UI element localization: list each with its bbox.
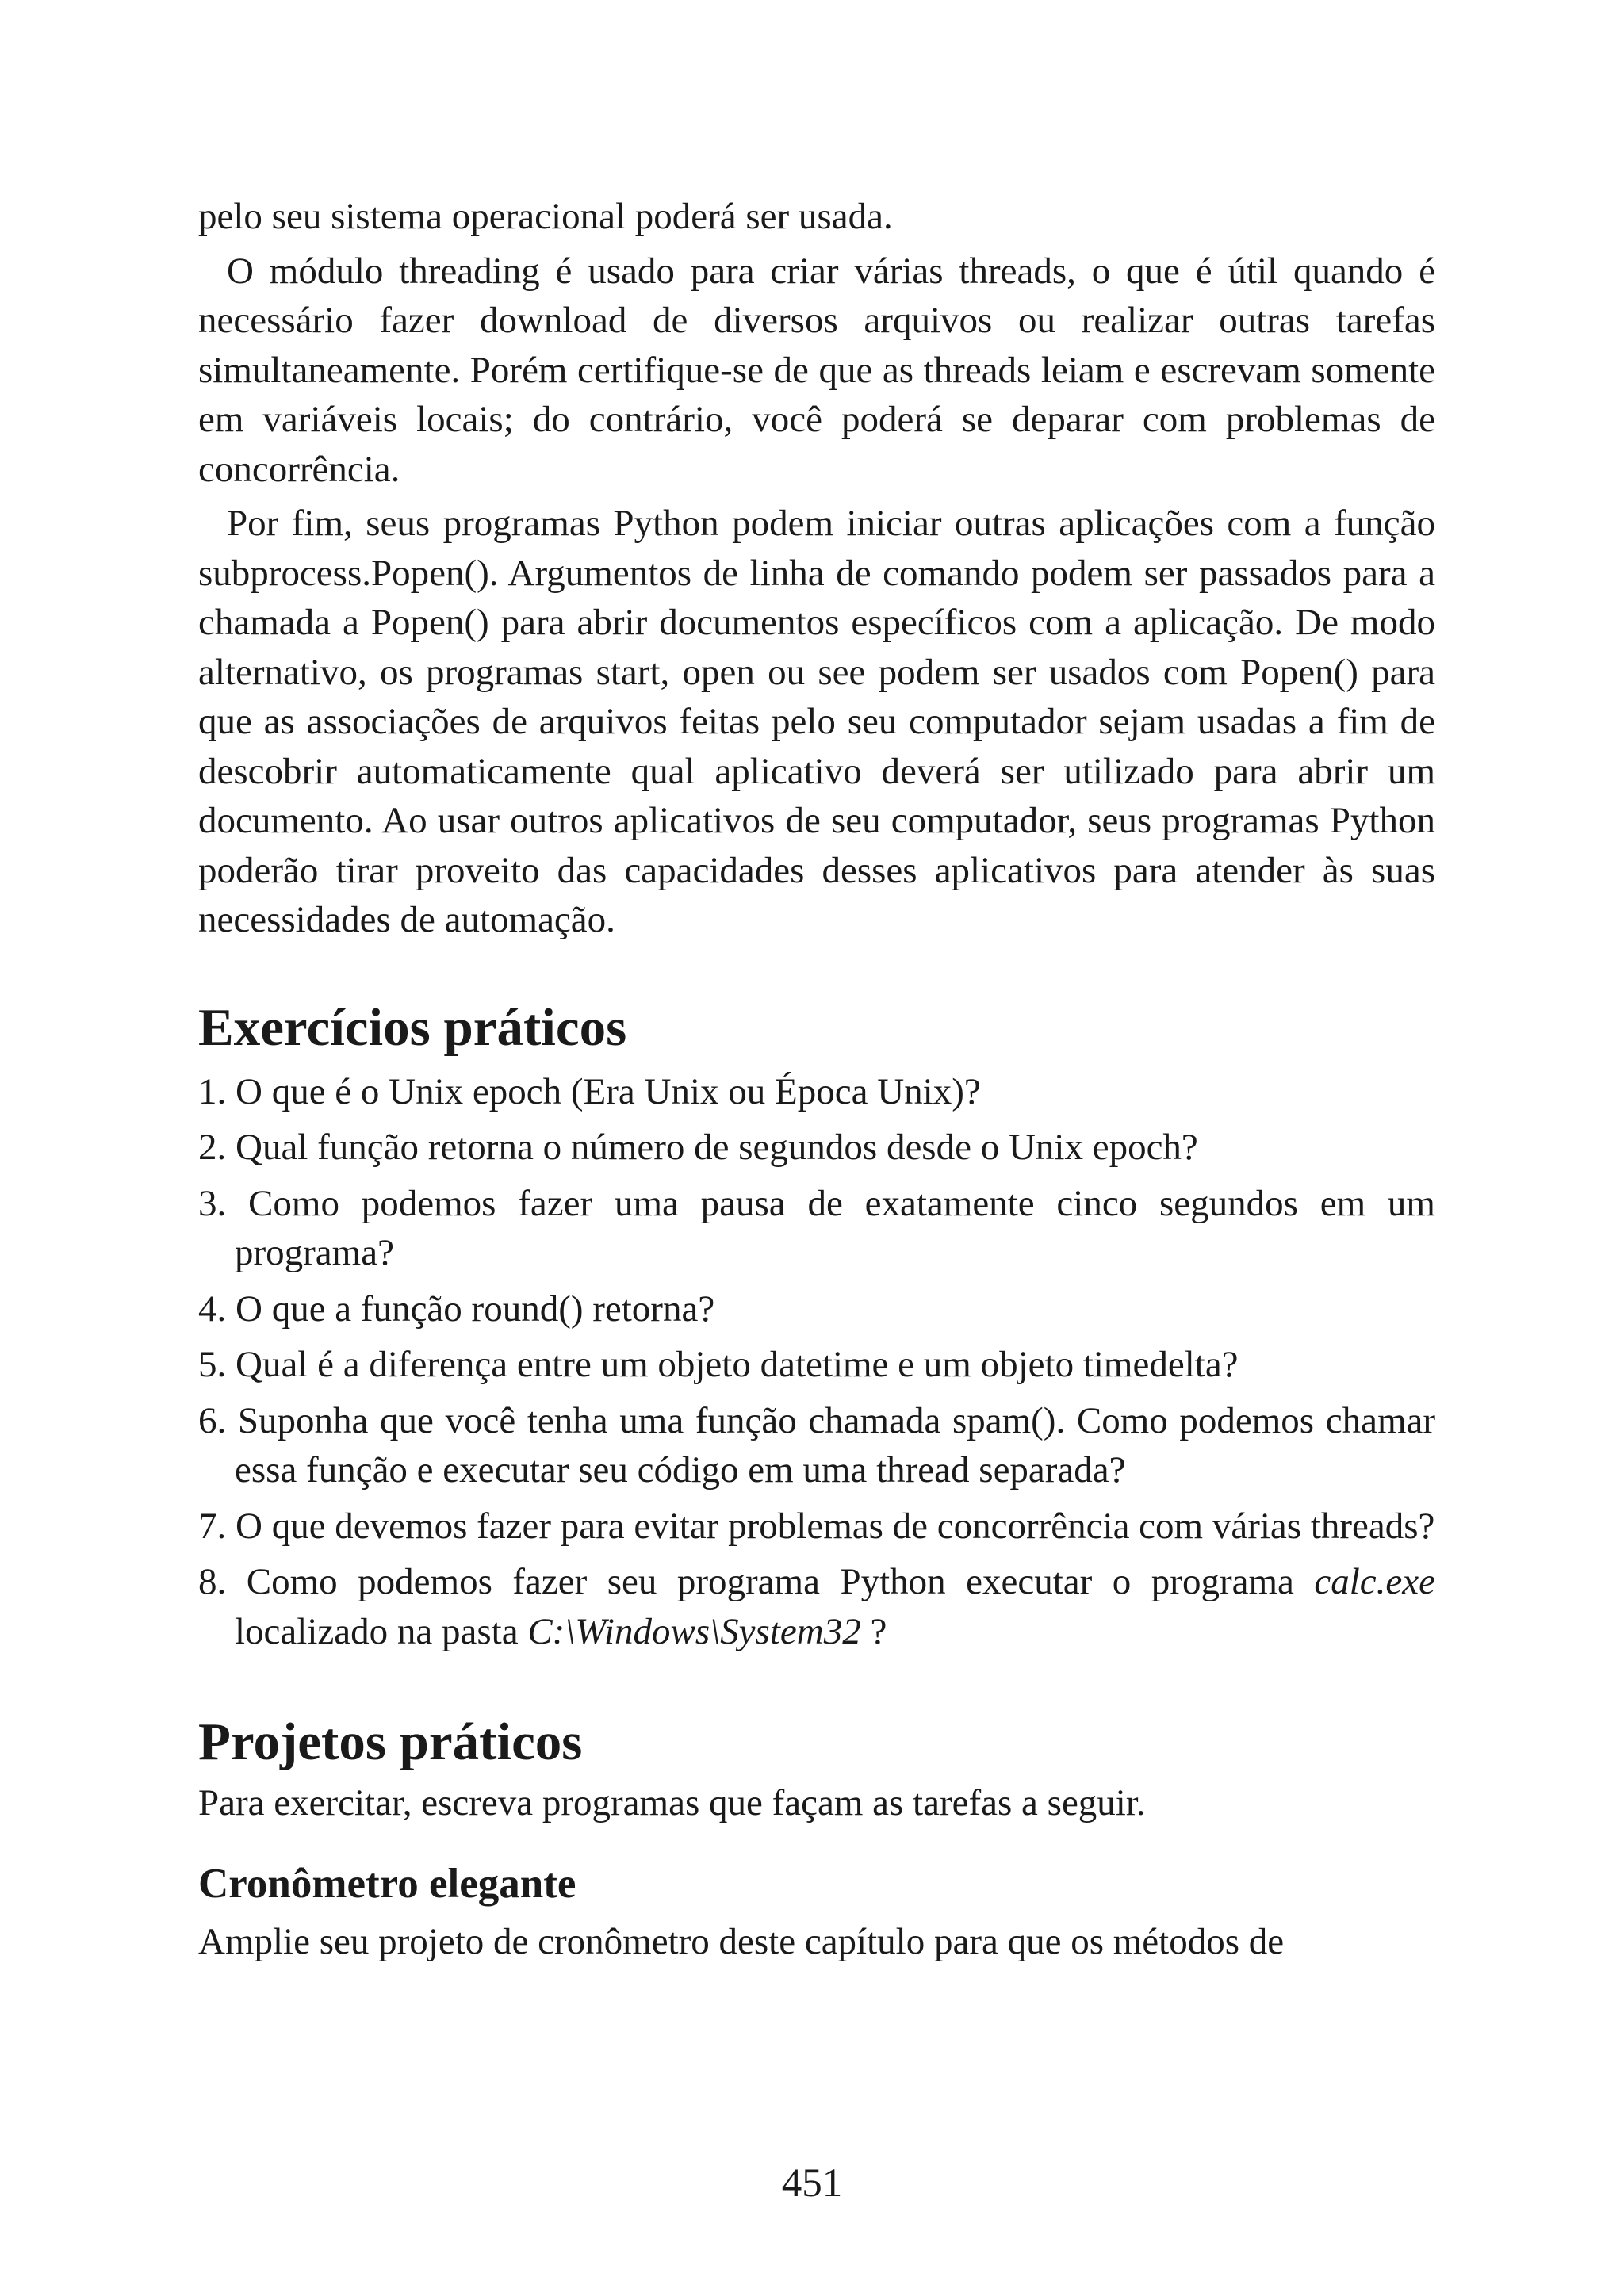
exercise-number: 1. xyxy=(198,1070,227,1112)
exercise-item-5 xyxy=(198,1340,1435,1390)
exercise-number: 8. xyxy=(198,1561,227,1602)
exercise-list xyxy=(198,1067,1435,1657)
exercise-number: 5. xyxy=(198,1344,227,1385)
exercise-number: 4. xyxy=(198,1288,227,1330)
exercise-number: 7. xyxy=(198,1505,227,1547)
folder-path: C:\Windows\System32 xyxy=(527,1610,861,1652)
paragraph-os-continuation: pelo seu sistema operacional poderá ser usada. xyxy=(198,196,893,237)
exercise-text: Qual função retorna o número de segundos desde o Unix epoch? xyxy=(236,1127,1198,1168)
filename-calc-exe: calc.exe xyxy=(1314,1561,1436,1602)
exercise-text-part-c: ? xyxy=(870,1610,887,1652)
stopwatch-subheading: Cronômetro elegante xyxy=(198,1860,576,1907)
paragraph-subprocess: Por fim, seus programas Python podem iniciar outras aplicações com a função subprocess.Popen(). Argumentos de linha de comando podem ser passados para a chamada a Popen() para abrir documentos específicos com a aplicação. De modo alternativo, os programas start, open ou see podem ser usados com Popen() para que as associações de arquivos feitas pelo seu computador sejam usadas a fim de descobrir automaticamente qual aplicativo deverá ser utilizado para abrir um documento. Ao usar outros aplicativos de seu computador, seus programas Python poderão tirar proveito das capacidades desses aplicativos para atender às suas necessidades de automação. xyxy=(198,503,1435,940)
exercise-text: O que devemos fazer para evitar problemas de concorrência com várias threads? xyxy=(236,1505,1435,1547)
projects-heading: Projetos práticos xyxy=(198,1712,583,1771)
paragraph-threading: O módulo threading é usado para criar várias threads, o que é útil quando é necessário fazer download de diversos arquivos ou realizar outras tarefas simultaneamente. Porém certifique-se de que as threads leiam e escrevam somente em variáveis locais; do contrário, você poderá se deparar com problemas de concorrência. xyxy=(198,250,1435,490)
exercise-item-6 xyxy=(198,1396,1435,1495)
projects-intro: Para exercitar, escreva programas que façam as tarefas a seguir. xyxy=(198,1782,1146,1823)
exercise-item-2 xyxy=(198,1123,1435,1173)
exercise-item-8 xyxy=(198,1557,1435,1656)
exercise-number: 2. xyxy=(198,1127,227,1168)
exercise-item-1 xyxy=(198,1067,1435,1117)
exercise-text: Suponha que você tenha uma função chamada spam(). Como podemos chamar essa função e executar seu código em uma thread separada? xyxy=(235,1399,1436,1490)
exercise-item-4 xyxy=(198,1284,1435,1334)
stopwatch-paragraph: Amplie seu projeto de cronômetro deste capítulo para que os métodos de xyxy=(198,1920,1285,1962)
exercise-item-3 xyxy=(198,1179,1435,1278)
exercise-text: O que é o Unix epoch (Era Unix ou Época Unix)? xyxy=(236,1070,981,1112)
exercise-text: Qual é a diferença entre um objeto datetime e um objeto timedelta? xyxy=(236,1344,1239,1385)
exercise-text: O que a função round() retorna? xyxy=(236,1288,715,1330)
page-number: 451 xyxy=(781,2161,843,2206)
page-content xyxy=(198,192,1435,1966)
exercise-item-7 xyxy=(198,1502,1435,1552)
exercise-number: 6. xyxy=(198,1399,227,1441)
exercise-text-part-a: Como podemos fazer seu programa Python executar o programa xyxy=(246,1561,1294,1602)
exercises-heading: Exercícios práticos xyxy=(198,997,627,1057)
exercise-text-part-b: localizado na pasta xyxy=(235,1610,519,1652)
exercise-number: 3. xyxy=(198,1182,227,1224)
exercise-text: Como podemos fazer uma pausa de exatamente cinco segundos em um programa? xyxy=(235,1182,1435,1273)
